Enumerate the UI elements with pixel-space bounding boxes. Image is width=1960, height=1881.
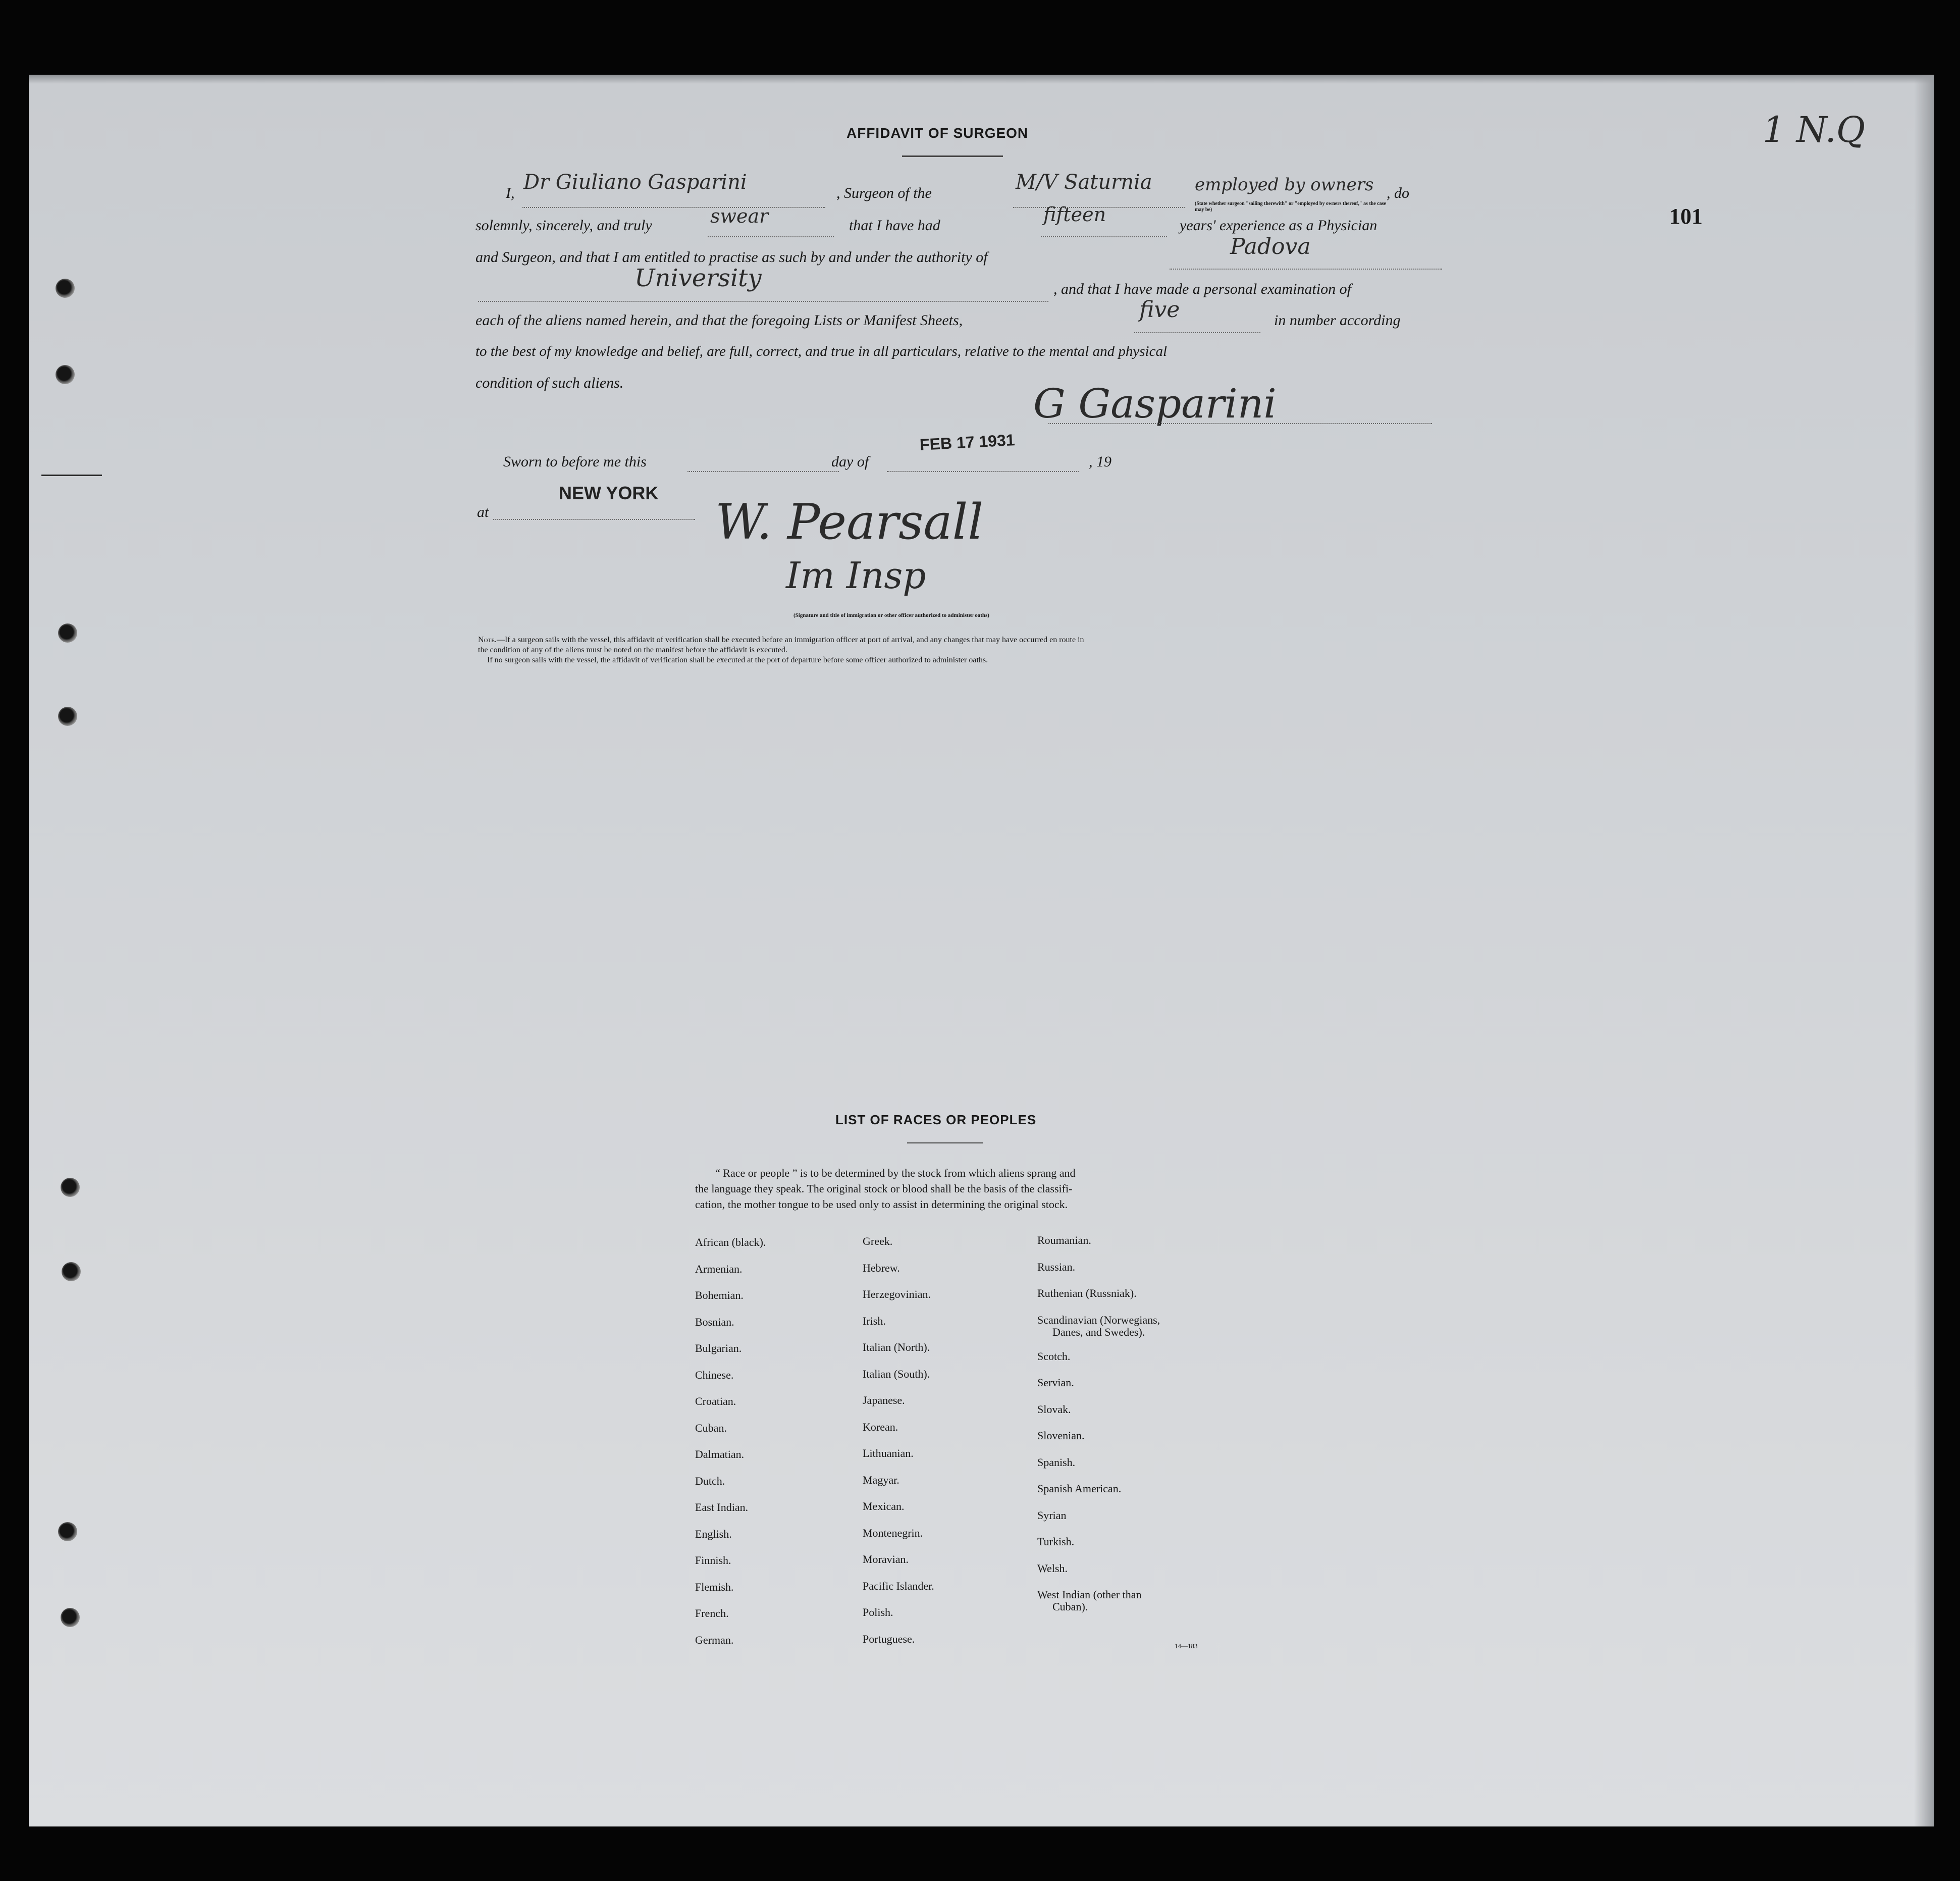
note-line1 (478, 635, 1084, 645)
races-column-2 (863, 1235, 934, 1659)
place-line (493, 519, 695, 520)
races-column-3 (1037, 1234, 1160, 1615)
surgeon-signature: G Gasparini (1033, 380, 1277, 427)
vessel-name: M/V Saturnia (1016, 171, 1152, 194)
race-item: Hebrew. (863, 1261, 900, 1274)
corner-mark: 1 N.Q (1763, 109, 1866, 150)
month-line (887, 471, 1079, 472)
line2-prefix: solemnly, sincerely, and truly (475, 217, 652, 234)
races-intro (695, 1165, 1076, 1212)
note-text1: —If a surgeon sails with the vessel, this affidavit of verification shall be executed before an immigration officer at port of arrival, and any changes that may have occurred en route in (496, 636, 1084, 644)
race-item: Finnish. (695, 1554, 731, 1566)
race-item: Herzegovinian. (863, 1288, 931, 1300)
employment-note: (State whether surgeon "sailing therewith" or "employed by owners thereof," as the case may be) (1195, 201, 1386, 213)
title-rule (902, 155, 1003, 157)
race-item: Danes, and Swedes). (1052, 1325, 1145, 1338)
race-item: Portuguese. (863, 1632, 915, 1645)
sheet-count: five (1139, 297, 1180, 323)
officer-signature: W. Pearsall (715, 494, 984, 550)
line7-text: condition of such aliens. (475, 375, 624, 391)
race-item: Scandinavian (Norwegians, (1037, 1313, 1160, 1326)
page-number: 101 (1669, 204, 1703, 229)
line2-mid: that I have had (849, 217, 940, 234)
punch-hole-icon (56, 365, 75, 384)
punch-hole-icon (61, 1178, 80, 1197)
form-number: 14—183 (1175, 1642, 1198, 1650)
page-right-edge (1914, 75, 1934, 1826)
years-experience: fifteen (1043, 203, 1106, 226)
oath-line (708, 236, 834, 237)
race-item: Croatian. (695, 1395, 736, 1407)
race-item: Spanish. (1037, 1455, 1076, 1469)
race-item: Slovenian. (1037, 1429, 1085, 1442)
race-item: West Indian (other than (1037, 1588, 1142, 1601)
line1-prefix: I, (506, 185, 515, 201)
note-label: Note. (478, 636, 497, 644)
affidavit-title: AFFIDAVIT OF SURGEON (846, 125, 1029, 141)
punch-hole-icon (61, 1608, 80, 1627)
line1-mid: , Surgeon of the (836, 185, 932, 201)
race-item: Italian (South). (863, 1367, 930, 1380)
line5-end: in number according (1274, 312, 1401, 329)
officer-title: Im Insp (786, 554, 926, 597)
at-label: at (477, 504, 489, 520)
race-item: Dalmatian. (695, 1448, 745, 1460)
authority-name: Padova (1230, 234, 1311, 259)
surgeon-name-line (522, 207, 825, 208)
race-item: Greek. (863, 1235, 893, 1247)
line2-end: years' experience as a Physician (1180, 217, 1378, 234)
race-item: Polish. (863, 1606, 893, 1618)
race-item: Korean. (863, 1420, 898, 1433)
race-item: French. (695, 1607, 729, 1619)
race-item: Moravian. (863, 1553, 909, 1565)
race-item: Ruthenian (Russniak). (1037, 1287, 1137, 1299)
sworn-day-line (687, 471, 839, 472)
day-of-label: day of (831, 453, 869, 470)
line6-text: to the best of my knowledge and belief, are full, correct, and true in all particulars, relative to the mental and physical (475, 343, 1168, 359)
note-line3: If no surgeon sails with the vessel, the affidavit of verification shall be executed at the port of departure before some officer authorized to administer oaths. (487, 656, 988, 664)
race-item: Magyar. (863, 1473, 899, 1486)
race-item: Scotch. (1037, 1349, 1071, 1363)
race-item: Flemish. (695, 1580, 734, 1593)
margin-mark (41, 475, 102, 476)
intro-line: cation, the mother tongue to be used only to assist in determining the original stock. (695, 1198, 1068, 1211)
races-title: LIST OF RACES OR PEOPLES (835, 1112, 1037, 1127)
punch-hole-icon (58, 707, 77, 726)
race-item: Dutch. (695, 1474, 725, 1487)
race-item: Bohemian. (695, 1289, 744, 1301)
sheet-count-line (1134, 332, 1260, 333)
authority-line (1170, 269, 1442, 270)
races-title-rule (907, 1142, 983, 1143)
race-item: Roumanian. (1037, 1234, 1091, 1246)
intro-line: “ Race or people ” is to be determined by the stock from which aliens sprang and (715, 1167, 1076, 1179)
race-item: Mexican. (863, 1500, 905, 1512)
race-item: Montenegrin. (863, 1526, 923, 1539)
race-item: Welsh. (1037, 1561, 1068, 1575)
race-item: Cuban. (695, 1421, 727, 1434)
races-column-1 (695, 1236, 766, 1660)
years-line (1041, 236, 1167, 237)
race-item: Italian (North). (863, 1341, 930, 1353)
race-item: Pacific Islander. (863, 1579, 934, 1592)
punch-hole-icon (58, 1522, 77, 1541)
sworn-prefix: Sworn to before me this (503, 453, 647, 470)
race-item: Cuban). (1052, 1600, 1088, 1613)
race-item: Turkish. (1037, 1535, 1075, 1548)
signature-caption: (Signature and title of immigration or other officer authorized to administer oaths) (793, 612, 989, 618)
authority-cont-line (478, 301, 1048, 302)
surgeon-signature-line (1048, 423, 1432, 424)
race-item: Bosnian. (695, 1315, 734, 1328)
punch-hole-icon (58, 623, 77, 643)
race-item: German. (695, 1633, 734, 1646)
race-item: East Indian. (695, 1501, 749, 1513)
race-item: Russian. (1037, 1260, 1076, 1273)
line1-end: , do (1387, 185, 1409, 201)
page-top-shadow (29, 75, 1934, 84)
race-item: Armenian. (695, 1262, 743, 1275)
line5-text: each of the aliens named herein, and that the foregoing Lists or Manifest Sheets, (475, 312, 963, 329)
manifest-page (29, 75, 1934, 1826)
year-prefix: , 19 (1089, 453, 1111, 470)
race-item: African (black). (695, 1236, 766, 1248)
race-item: Slovak. (1037, 1402, 1071, 1416)
race-item: Lithuanian. (863, 1447, 914, 1459)
intro-line: the language they speak. The original stock or blood shall be the basis of the classifi- (695, 1182, 1073, 1195)
employed-by: employed by owners (1195, 175, 1374, 195)
date-stamp: FEB 17 1931 (919, 431, 1016, 454)
line3-text: and Surgeon, and that I am entitled to practise as such by and under the authority of (475, 249, 988, 266)
race-item: Irish. (863, 1314, 886, 1327)
oath-word: swear (710, 205, 769, 227)
race-item: Chinese. (695, 1368, 734, 1381)
race-item: Syrian (1037, 1508, 1067, 1522)
place-stamp: NEW YORK (559, 483, 659, 503)
surgeon-name: Dr Giuliano Gasparini (523, 171, 747, 194)
punch-hole-icon (62, 1262, 81, 1281)
race-item: Spanish American. (1037, 1482, 1122, 1495)
race-item: Servian. (1037, 1376, 1074, 1389)
note-block (478, 635, 1084, 665)
race-item: Japanese. (863, 1394, 905, 1406)
note-line2: the condition of any of the aliens must be noted on the manifest before the affidavit is executed. (478, 646, 787, 654)
line4-text: , and that I have made a personal examination of (1053, 281, 1351, 297)
authority-continued: University (634, 264, 762, 292)
race-item: Bulgarian. (695, 1342, 742, 1354)
punch-hole-icon (56, 279, 75, 298)
race-item: English. (695, 1527, 732, 1540)
